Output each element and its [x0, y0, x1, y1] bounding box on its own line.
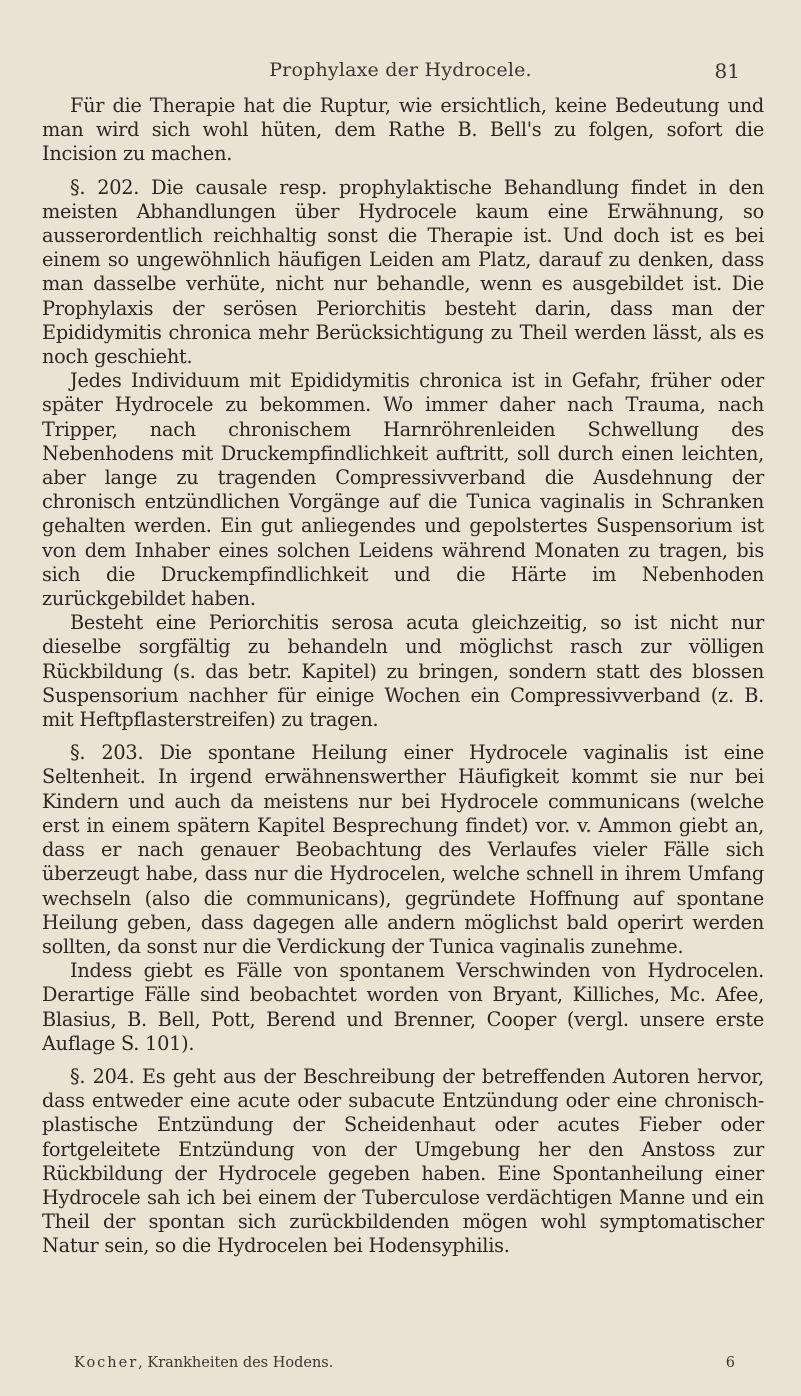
- running-title: Prophylaxe der Hydrocele.: [269, 59, 532, 81]
- paragraph: §. 204. Es geht aus der Beschreibung der betreffenden Autoren hervor, dass entweder eine acute oder subacute Entzündung oder eine chronisch-plastische Entzündung der Scheidenhaut oder acutes Fieber oder fortgeleitete Entzündung von der Umgebung her den Anstoss zur Rückbildung der Hydrocele gegeben haben. Eine Spontanheilung einer Hydrocele sah ich bei einem der Tuberculose verdächtigen Manne und ein Theil der spontan sich zurückbildenden mögen wohl symptomatischer Natur sein, so die Hydrocelen bei Hodensyphilis.: [42, 1064, 764, 1258]
- sheet-number: 6: [725, 1355, 735, 1371]
- paragraph: Besteht eine Periorchitis serosa acuta gleichzeitig, so ist nicht nur dieselbe sorgfältig zu behandeln und möglichst rasch zur völligen Rückbildung (s. das betr. Kapitel) zu bringen, sondern statt des blossen Suspensorium nachher für einige Wochen ein Compressivverband (z. B. mit Heftpflasterstreifen) zu tragen.: [42, 611, 764, 732]
- paragraph: Für die Therapie hat die Ruptur, wie ersichtlich, keine Bedeutung und man wird sich wohl hüten, dem Rathe B. Bell's zu folgen, sofort die Incision zu machen.: [42, 94, 764, 166]
- paragraph: §. 203. Die spontane Heilung einer Hydrocele vaginalis ist eine Seltenheit. In irgend erwähnenswerther Häufigkeit kommt sie nur bei Kindern und auch da meistens nur bei Hydrocele communicans (welche erst in einem spätern Kapitel Besprechung findet) vor. v. Ammon giebt an, dass er nach genauer Beobachtung des Verlaufes vieler Fälle sich überzeugt habe, dass nur die Hydrocelen, welche schnell in ihrem Umfang wechseln (also die communicans), gegründete Hoffnung auf spontane Heilung geben, dass dagegen alle andern möglichst bald operirt werden sollten, da sonst nur die Verdickung der Tunica vaginalis zunehme.: [42, 741, 764, 958]
- signature-work: , Krankheiten des Hodens.: [138, 1355, 334, 1371]
- page-number: 81: [714, 59, 740, 83]
- signature-author: Kocher: [74, 1355, 139, 1371]
- paragraph: Indess giebt es Fälle von spontanem Verschwinden von Hydrocelen. Derartige Fälle sind beobachtet worden von Bryant, Killiches, Mc. Afee, Blasius, B. Bell, Pott, Berend und Brenner, Cooper (vergl. unsere erste Auflage S. 101).: [42, 959, 764, 1055]
- footer-signature-line: [74, 1355, 735, 1377]
- paragraph: §. 202. Die causale resp. prophylaktische Behandlung findet in den meisten Abhandlungen über Hydrocele kaum eine Erwähnung, so ausserordentlich reichhaltig sonst die Therapie ist. Und doch ist es bei einem so ungewöhnlich häufigen Leiden am Platz, darauf zu denken, dass man dasselbe verhüte, nicht nur behandle, wenn es ausgebildet ist. Die Prophylaxis der serösen Periorchitis besteht darin, dass man der Epididymitis chronica mehr Berücksichtigung zu Theil werden lässt, als es noch geschieht.: [42, 175, 764, 369]
- paragraph: Jedes Individuum mit Epididymitis chronica ist in Gefahr, früher oder später Hydrocele zu bekommen. Wo immer daher nach Trauma, nach Tripper, nach chronischem Harnröhrenleiden Schwellung des Nebenhodens mit Druckempfindlichkeit auftritt, soll durch einen leichten, aber lange zu tragenden Compressivverband die Ausdehnung der chronisch entzündlichen Vorgänge auf die Tunica vaginalis in Schranken gehalten werden. Ein gut anliegendes und gepolstertes Suspensorium ist von dem Inhaber eines solchen Leidens während Monaten zu tragen, bis sich die Druckempfindlichkeit und die Härte im Nebenhoden zurückgebildet haben.: [42, 369, 764, 611]
- running-head: [0, 59, 801, 89]
- body-text: [42, 94, 764, 1259]
- printer-signature: [74, 1355, 333, 1371]
